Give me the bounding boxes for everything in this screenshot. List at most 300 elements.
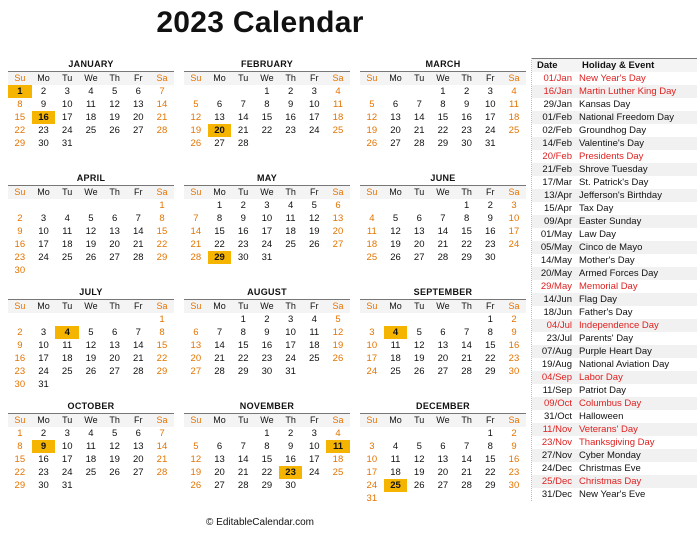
day-cell: 29 (437, 138, 449, 149)
month-name: JUNE (430, 173, 456, 183)
day-cell: 14 (461, 340, 472, 351)
day-cell: 8 (216, 213, 223, 224)
holiday-date: 09/Oct (544, 398, 572, 409)
day-cell: 22 (14, 125, 26, 136)
holiday-event: St. Patrick's Day (579, 177, 649, 188)
day-cell: 22 (14, 467, 26, 478)
day-cell: 12 (308, 213, 320, 224)
day-cell: 4 (287, 200, 294, 211)
weekday-label: Mo (37, 301, 50, 311)
day-cell: 30 (461, 138, 472, 149)
day-cell: 8 (463, 213, 470, 224)
holiday-date: 20/Feb (542, 151, 572, 162)
day-cell: 24 (61, 467, 73, 478)
day-cell: 11 (62, 340, 73, 351)
day-cell: 10 (308, 441, 320, 452)
day-cell: 30 (261, 366, 273, 377)
holiday-row (532, 228, 697, 241)
day-cell: 30 (237, 252, 249, 263)
week-row (360, 479, 526, 492)
month-name: FEBRUARY (240, 59, 294, 69)
holiday-row (532, 176, 697, 189)
day-cell: 27 (437, 480, 449, 491)
weekday-label: Fr (310, 187, 319, 197)
week-row (360, 137, 526, 150)
day-cell: 17 (484, 112, 496, 123)
empty-day-cell (502, 251, 526, 264)
day-cell: 8 (159, 213, 165, 224)
holiday-row (532, 189, 697, 202)
day-cell: 20 (332, 226, 344, 237)
holiday-row (532, 124, 697, 137)
week-row (360, 352, 526, 365)
day-cell: 29 (237, 366, 249, 377)
weekday-label: We (436, 73, 450, 83)
day-cell: 8 (264, 441, 270, 452)
holiday-event: Columbus Day (579, 398, 642, 409)
day-cell: 7 (463, 327, 470, 338)
day-cell: 3 (64, 86, 70, 97)
weekday-label: Mo (213, 415, 226, 425)
weekday-label: We (84, 301, 98, 311)
day-cell: 3 (487, 86, 493, 97)
empty-day-cell (384, 313, 408, 326)
week-row (8, 137, 174, 150)
day-cell: 25 (332, 125, 344, 136)
day-cell: 13 (109, 340, 120, 351)
weekday-label: Th (285, 187, 296, 197)
day-cell: 24 (366, 480, 378, 491)
weekday-label: Sa (508, 415, 520, 425)
weekday-header (360, 71, 526, 85)
day-cell: 17 (285, 340, 296, 351)
weekday-label: Sa (156, 415, 168, 425)
day-cell: 4 (392, 441, 399, 452)
day-cell: 1 (17, 428, 23, 439)
day-cell: 26 (85, 252, 97, 263)
empty-day-cell (326, 137, 350, 150)
day-cell: 3 (369, 327, 375, 338)
day-cell: 22 (237, 353, 249, 364)
weekday-label: Th (109, 415, 120, 425)
day-cell: 20 (190, 353, 202, 364)
holiday-date: 05/May (540, 242, 572, 253)
week-row (184, 453, 350, 466)
day-cell: 9 (40, 99, 47, 110)
empty-day-cell (55, 264, 79, 277)
day-cell: 22 (156, 353, 168, 364)
day-cell: 10 (508, 213, 520, 224)
weekday-label: Su (14, 73, 26, 83)
week-row (184, 124, 350, 137)
day-cell: 2 (240, 200, 246, 211)
weekday-label: Su (366, 415, 378, 425)
holiday-row (532, 293, 697, 306)
day-cell: 20 (437, 467, 449, 478)
day-cell: 19 (332, 340, 344, 351)
day-cell: 23 (14, 366, 26, 377)
holiday-date: 04/Sep (541, 372, 572, 383)
holiday-date: 09/Apr (544, 216, 572, 227)
day-cell: 19 (109, 454, 120, 465)
day-cell: 9 (32, 440, 56, 453)
holiday-row (532, 241, 697, 254)
empty-day-cell (502, 492, 526, 505)
day-cell: 13 (190, 340, 202, 351)
weekday-label: Mo (389, 187, 402, 197)
day-cell: 4 (511, 86, 517, 97)
day-cell: 18 (332, 454, 344, 465)
holiday-date: 16/Jan (543, 86, 572, 97)
day-cell: 3 (264, 200, 270, 211)
day-cell: 23 (484, 239, 496, 250)
day-cell: 29 (484, 366, 496, 377)
holiday-date: 17/Mar (542, 177, 572, 188)
day-cell: 9 (287, 99, 294, 110)
day-cell: 6 (416, 213, 422, 224)
weekday-label: Sa (156, 73, 168, 83)
empty-day-cell (103, 264, 127, 277)
weekday-label: Th (461, 73, 472, 83)
weekday-label: Tu (414, 187, 425, 197)
day-cell: 1 (264, 428, 270, 439)
day-cell: 27 (390, 138, 401, 149)
week-row (184, 238, 350, 251)
empty-day-cell (231, 85, 255, 98)
day-cell: 5 (111, 428, 118, 439)
day-cell: 26 (413, 366, 425, 377)
holiday-date: 21/Feb (542, 164, 572, 175)
empty-day-cell (455, 492, 479, 505)
empty-day-cell (255, 137, 279, 150)
day-cell: 7 (159, 86, 165, 97)
day-cell: 29 (156, 366, 168, 377)
day-cell: 18 (366, 239, 378, 250)
empty-day-cell (55, 378, 79, 391)
week-row (8, 479, 174, 492)
weekday-label: Mo (389, 301, 402, 311)
weekday-header (8, 185, 174, 199)
weekday-label: Su (190, 73, 202, 83)
day-cell: 8 (17, 99, 23, 110)
holiday-row (532, 280, 697, 293)
day-cell: 5 (369, 99, 375, 110)
day-cell: 1 (487, 314, 493, 325)
holiday-event: Jefferson's Birthday (579, 190, 662, 201)
day-cell: 21 (156, 454, 168, 465)
holiday-date: 19/Aug (541, 359, 572, 370)
day-cell: 22 (261, 125, 273, 136)
weekday-label: We (84, 187, 98, 197)
day-cell: 22 (437, 125, 449, 136)
day-cell: 2 (17, 327, 23, 338)
holiday-row (532, 98, 697, 111)
weekday-label: Fr (134, 301, 143, 311)
week-row (8, 427, 174, 440)
date-column-header: Date (537, 60, 558, 71)
holiday-event: Thanksgiving Day (579, 437, 655, 448)
day-cell: 28 (132, 366, 144, 377)
empty-day-cell (126, 264, 150, 277)
day-cell: 4 (64, 213, 70, 224)
weekday-label: Mo (389, 415, 402, 425)
day-cell: 9 (511, 327, 517, 338)
week-row (8, 251, 174, 264)
week-row (184, 352, 350, 365)
week-row (184, 365, 350, 378)
empty-day-cell (126, 313, 150, 326)
day-cell: 9 (17, 226, 23, 237)
weekday-label: We (84, 415, 98, 425)
empty-day-cell (79, 378, 103, 391)
weekday-label: Su (14, 301, 26, 311)
week-row (8, 339, 174, 352)
day-cell: 2 (463, 86, 470, 97)
day-cell: 26 (109, 125, 120, 136)
empty-day-cell (302, 479, 326, 492)
day-cell: 25 (85, 467, 97, 478)
weekday-label: Fr (134, 415, 143, 425)
day-cell: 4 (369, 213, 375, 224)
weekday-header (8, 71, 174, 85)
week-row (184, 440, 350, 453)
month-june (360, 172, 526, 264)
day-cell: 18 (85, 112, 97, 123)
holiday-event: Easter Sunday (579, 216, 642, 227)
empty-day-cell (126, 378, 150, 391)
holiday-row (532, 111, 697, 124)
day-cell: 17 (366, 353, 378, 364)
holiday-row (532, 449, 697, 462)
day-cell: 17 (308, 454, 320, 465)
weekday-label: Fr (310, 301, 319, 311)
month-october (8, 400, 174, 492)
weekday-label: Su (14, 187, 26, 197)
day-cell: 26 (332, 353, 344, 364)
month-name: APRIL (76, 173, 106, 183)
holiday-event: Christmas Day (579, 476, 642, 487)
day-cell: 19 (85, 353, 97, 364)
holiday-row (532, 475, 697, 488)
month-august (184, 286, 350, 378)
day-cell: 12 (413, 340, 425, 351)
week-row (184, 85, 350, 98)
day-cell: 4 (55, 326, 79, 339)
weekday-label: Mo (37, 187, 50, 197)
empty-day-cell (79, 137, 103, 150)
month-september (360, 286, 526, 378)
empty-day-cell (326, 365, 350, 378)
empty-day-cell (360, 199, 384, 212)
empty-day-cell (150, 479, 174, 492)
day-cell: 31 (38, 379, 49, 390)
day-cell: 6 (193, 327, 199, 338)
day-cell: 16 (285, 454, 296, 465)
day-cell: 15 (261, 454, 273, 465)
day-cell: 18 (332, 112, 344, 123)
weekday-label: Th (285, 73, 296, 83)
day-cell: 21 (413, 125, 425, 136)
day-cell: 19 (85, 239, 97, 250)
holiday-row (532, 150, 697, 163)
month-name: SEPTEMBER (413, 287, 473, 297)
day-cell: 14 (237, 112, 249, 123)
holiday-date: 20/May (540, 268, 572, 279)
empty-day-cell (79, 479, 103, 492)
day-cell: 25 (366, 252, 378, 263)
week-row (360, 199, 526, 212)
week-row (360, 251, 526, 264)
day-cell: 2 (40, 86, 47, 97)
month-may (184, 172, 350, 264)
day-cell: 11 (85, 441, 96, 452)
day-cell: 28 (413, 138, 425, 149)
footer-credit: © EditableCalendar.com (206, 517, 314, 528)
weekday-label: Tu (238, 301, 249, 311)
day-cell: 28 (132, 252, 144, 263)
empty-day-cell (455, 427, 479, 440)
week-row (184, 326, 350, 339)
empty-day-cell (208, 85, 232, 98)
month-march (360, 58, 526, 150)
empty-day-cell (79, 199, 103, 212)
day-cell: 23 (508, 353, 520, 364)
holiday-date: 23/Jul (546, 333, 572, 344)
day-cell: 29 (156, 252, 168, 263)
day-cell: 1 (463, 200, 470, 211)
day-cell: 6 (440, 327, 446, 338)
day-cell: 4 (88, 86, 94, 97)
holiday-event: Cyber Monday (579, 450, 641, 461)
month-name: MAY (256, 173, 278, 183)
week-row (184, 212, 350, 225)
day-cell: 31 (261, 252, 273, 263)
holiday-event: Presidents Day (579, 151, 644, 162)
day-cell: 24 (261, 239, 273, 250)
day-cell: 10 (366, 340, 378, 351)
weekday-label: Tu (414, 73, 425, 83)
week-row (184, 225, 350, 238)
month-name: NOVEMBER (239, 401, 295, 411)
weekday-label: Sa (156, 301, 168, 311)
day-cell: 30 (508, 366, 520, 377)
empty-day-cell (384, 85, 408, 98)
day-cell: 15 (461, 226, 472, 237)
weekday-label: Fr (486, 301, 495, 311)
day-cell: 12 (190, 454, 202, 465)
day-cell: 26 (366, 138, 378, 149)
holiday-row (532, 397, 697, 410)
day-cell: 21 (461, 353, 472, 364)
week-row (8, 378, 174, 391)
empty-day-cell (103, 479, 127, 492)
day-cell: 8 (240, 327, 246, 338)
week-row (184, 427, 350, 440)
day-cell: 6 (111, 213, 118, 224)
day-cell: 24 (61, 125, 73, 136)
week-row (8, 313, 174, 326)
empty-day-cell (302, 137, 326, 150)
day-cell: 6 (135, 428, 141, 439)
holiday-event: Veterans' Day (579, 424, 638, 435)
holiday-event: Law Day (579, 229, 616, 240)
holiday-row (532, 254, 697, 267)
day-cell: 3 (369, 441, 375, 452)
day-cell: 12 (366, 112, 378, 123)
day-cell: 11 (366, 226, 377, 237)
empty-day-cell (103, 378, 127, 391)
holiday-date: 29/Jan (543, 99, 572, 110)
holiday-date: 11/Sep (542, 385, 572, 396)
empty-day-cell (126, 137, 150, 150)
day-cell: 17 (38, 239, 49, 250)
week-row (360, 466, 526, 479)
day-cell: 25 (390, 366, 401, 377)
day-cell: 5 (335, 314, 341, 325)
holiday-row (532, 163, 697, 176)
day-cell: 21 (214, 353, 225, 364)
day-cell: 28 (237, 480, 249, 491)
week-row (8, 199, 174, 212)
day-cell: 17 (38, 353, 49, 364)
day-cell: 19 (390, 239, 401, 250)
day-cell: 4 (335, 428, 341, 439)
empty-day-cell (326, 251, 350, 264)
day-cell: 26 (308, 239, 320, 250)
day-cell: 27 (332, 239, 344, 250)
empty-day-cell (384, 199, 408, 212)
day-cell: 16 (32, 111, 56, 124)
empty-day-cell (407, 427, 431, 440)
week-row (360, 427, 526, 440)
day-cell: 11 (390, 340, 401, 351)
day-cell: 5 (88, 327, 94, 338)
day-cell: 22 (156, 239, 168, 250)
day-cell: 13 (132, 441, 144, 452)
weekday-label: Fr (486, 73, 495, 83)
day-cell: 26 (190, 138, 202, 149)
weekday-label: Tu (62, 301, 73, 311)
day-cell: 9 (17, 340, 23, 351)
empty-day-cell (150, 264, 174, 277)
holiday-list-header (532, 58, 697, 72)
holiday-date: 14/Feb (542, 138, 572, 149)
day-cell: 11 (85, 99, 96, 110)
weekday-label: We (260, 415, 274, 425)
day-cell: 14 (237, 454, 249, 465)
holiday-event: Mother's Day (579, 255, 635, 266)
day-cell: 1 (264, 86, 270, 97)
weekday-label: Sa (508, 73, 520, 83)
day-cell: 23 (461, 125, 472, 136)
weekday-header (360, 185, 526, 199)
week-row (360, 124, 526, 137)
empty-day-cell (431, 492, 455, 505)
day-cell: 4 (384, 326, 408, 339)
weekday-label: Su (366, 301, 378, 311)
day-cell: 12 (413, 454, 425, 465)
empty-day-cell (407, 85, 431, 98)
empty-day-cell (55, 313, 79, 326)
day-cell: 5 (416, 441, 422, 452)
weekday-label: Sa (508, 301, 520, 311)
day-cell: 8 (487, 441, 493, 452)
day-cell: 27 (214, 480, 225, 491)
day-cell: 13 (437, 454, 449, 465)
day-cell: 18 (390, 353, 401, 364)
day-cell: 15 (437, 112, 449, 123)
holiday-date: 01/Jan (543, 73, 572, 84)
